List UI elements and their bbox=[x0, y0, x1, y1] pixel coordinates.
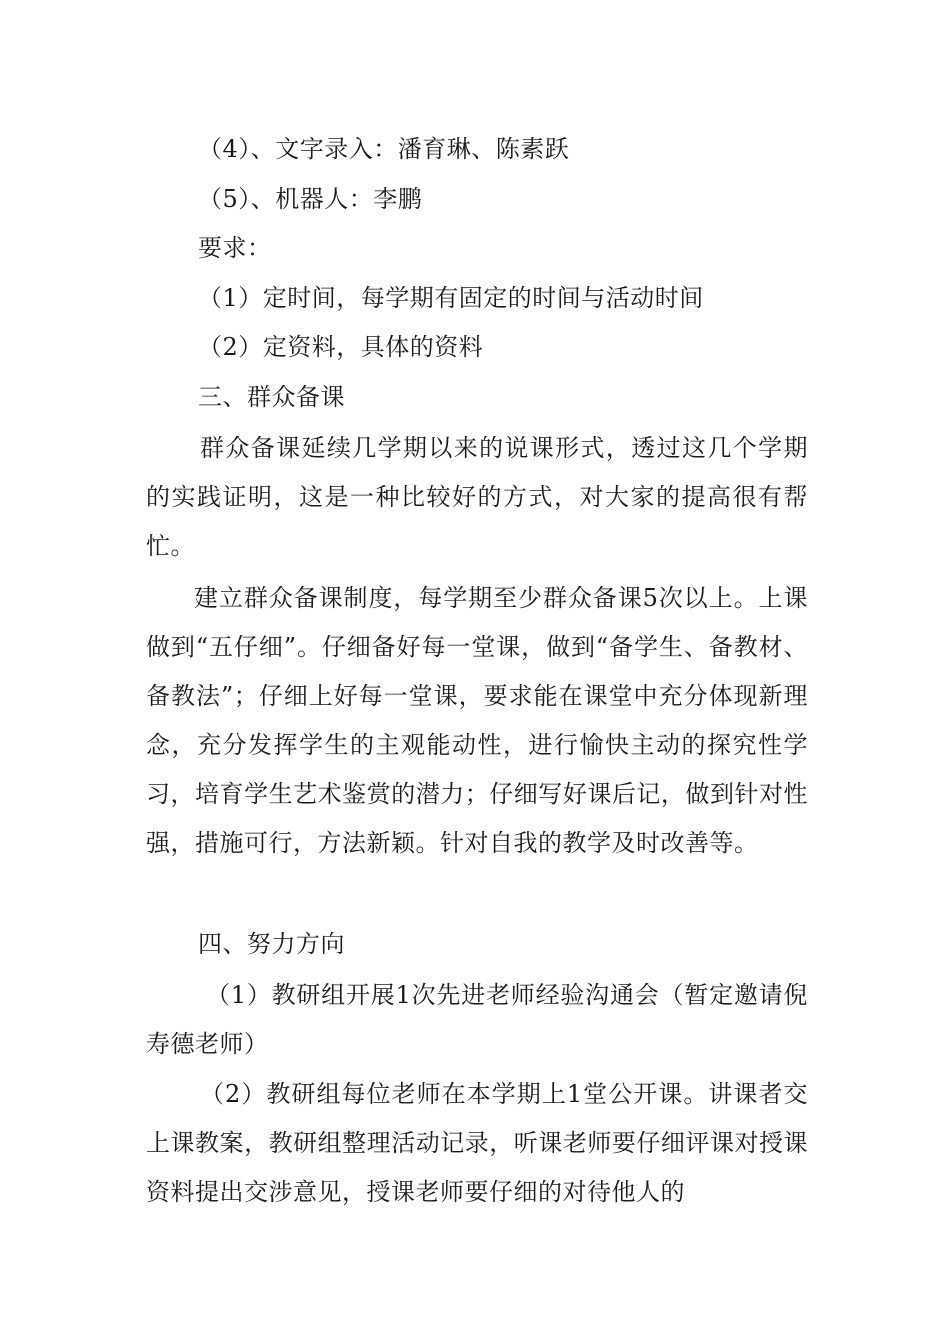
paragraph-direction-2: （2）教研组每位老师在本学期上1堂公开课。讲课者交上课教案，教研组整理活动记录，听课老师要仔细评课对授课资料提出交涉意见，授课老师要仔细的对待他人的 bbox=[146, 1080, 808, 1206]
line-text-entry: （4）、文字录入：潘育琳、陈素跃 bbox=[198, 135, 570, 163]
paragraph-group-prep-system: 建立群众备课制度，每学期至少群众备课5次以上。上课做到“五仔细”。仔细备好每一堂课，做到“备学生、备教材、备教法”；仔细上好每一堂课，要求能在课堂中充分体现新理念，充分发挥学生的主观能动性，进行愉快主动的探究性学习，培育学生艺术鉴赏的潜力；仔细写好课后记，做到针对性强，措施可行，方法新颖。针对自我的教学及时改善等。 bbox=[146, 584, 808, 857]
paragraph-direction-1: （1）教研组开展1次先进老师经验沟通会（暂定邀请倪寿德老师） bbox=[146, 981, 808, 1058]
paragraph-group-prep-intro: 群众备课延续几学期以来的说课形式，透过这几个学期的实践证明，这是一种比较好的方式，对大家的提高很有帮忙。 bbox=[146, 434, 808, 560]
line-requirement-1: （1）定时间，每学期有固定的时间与活动时间 bbox=[198, 284, 704, 312]
line-requirements: 要求： bbox=[198, 234, 272, 262]
line-requirement-2: （2）定资料，具体的资料 bbox=[198, 333, 484, 361]
heading-section-4: 四、努力方向 bbox=[198, 930, 345, 958]
heading-section-3: 三、群众备课 bbox=[198, 383, 345, 411]
line-robot: （5）、机器人：李鹏 bbox=[198, 185, 423, 213]
